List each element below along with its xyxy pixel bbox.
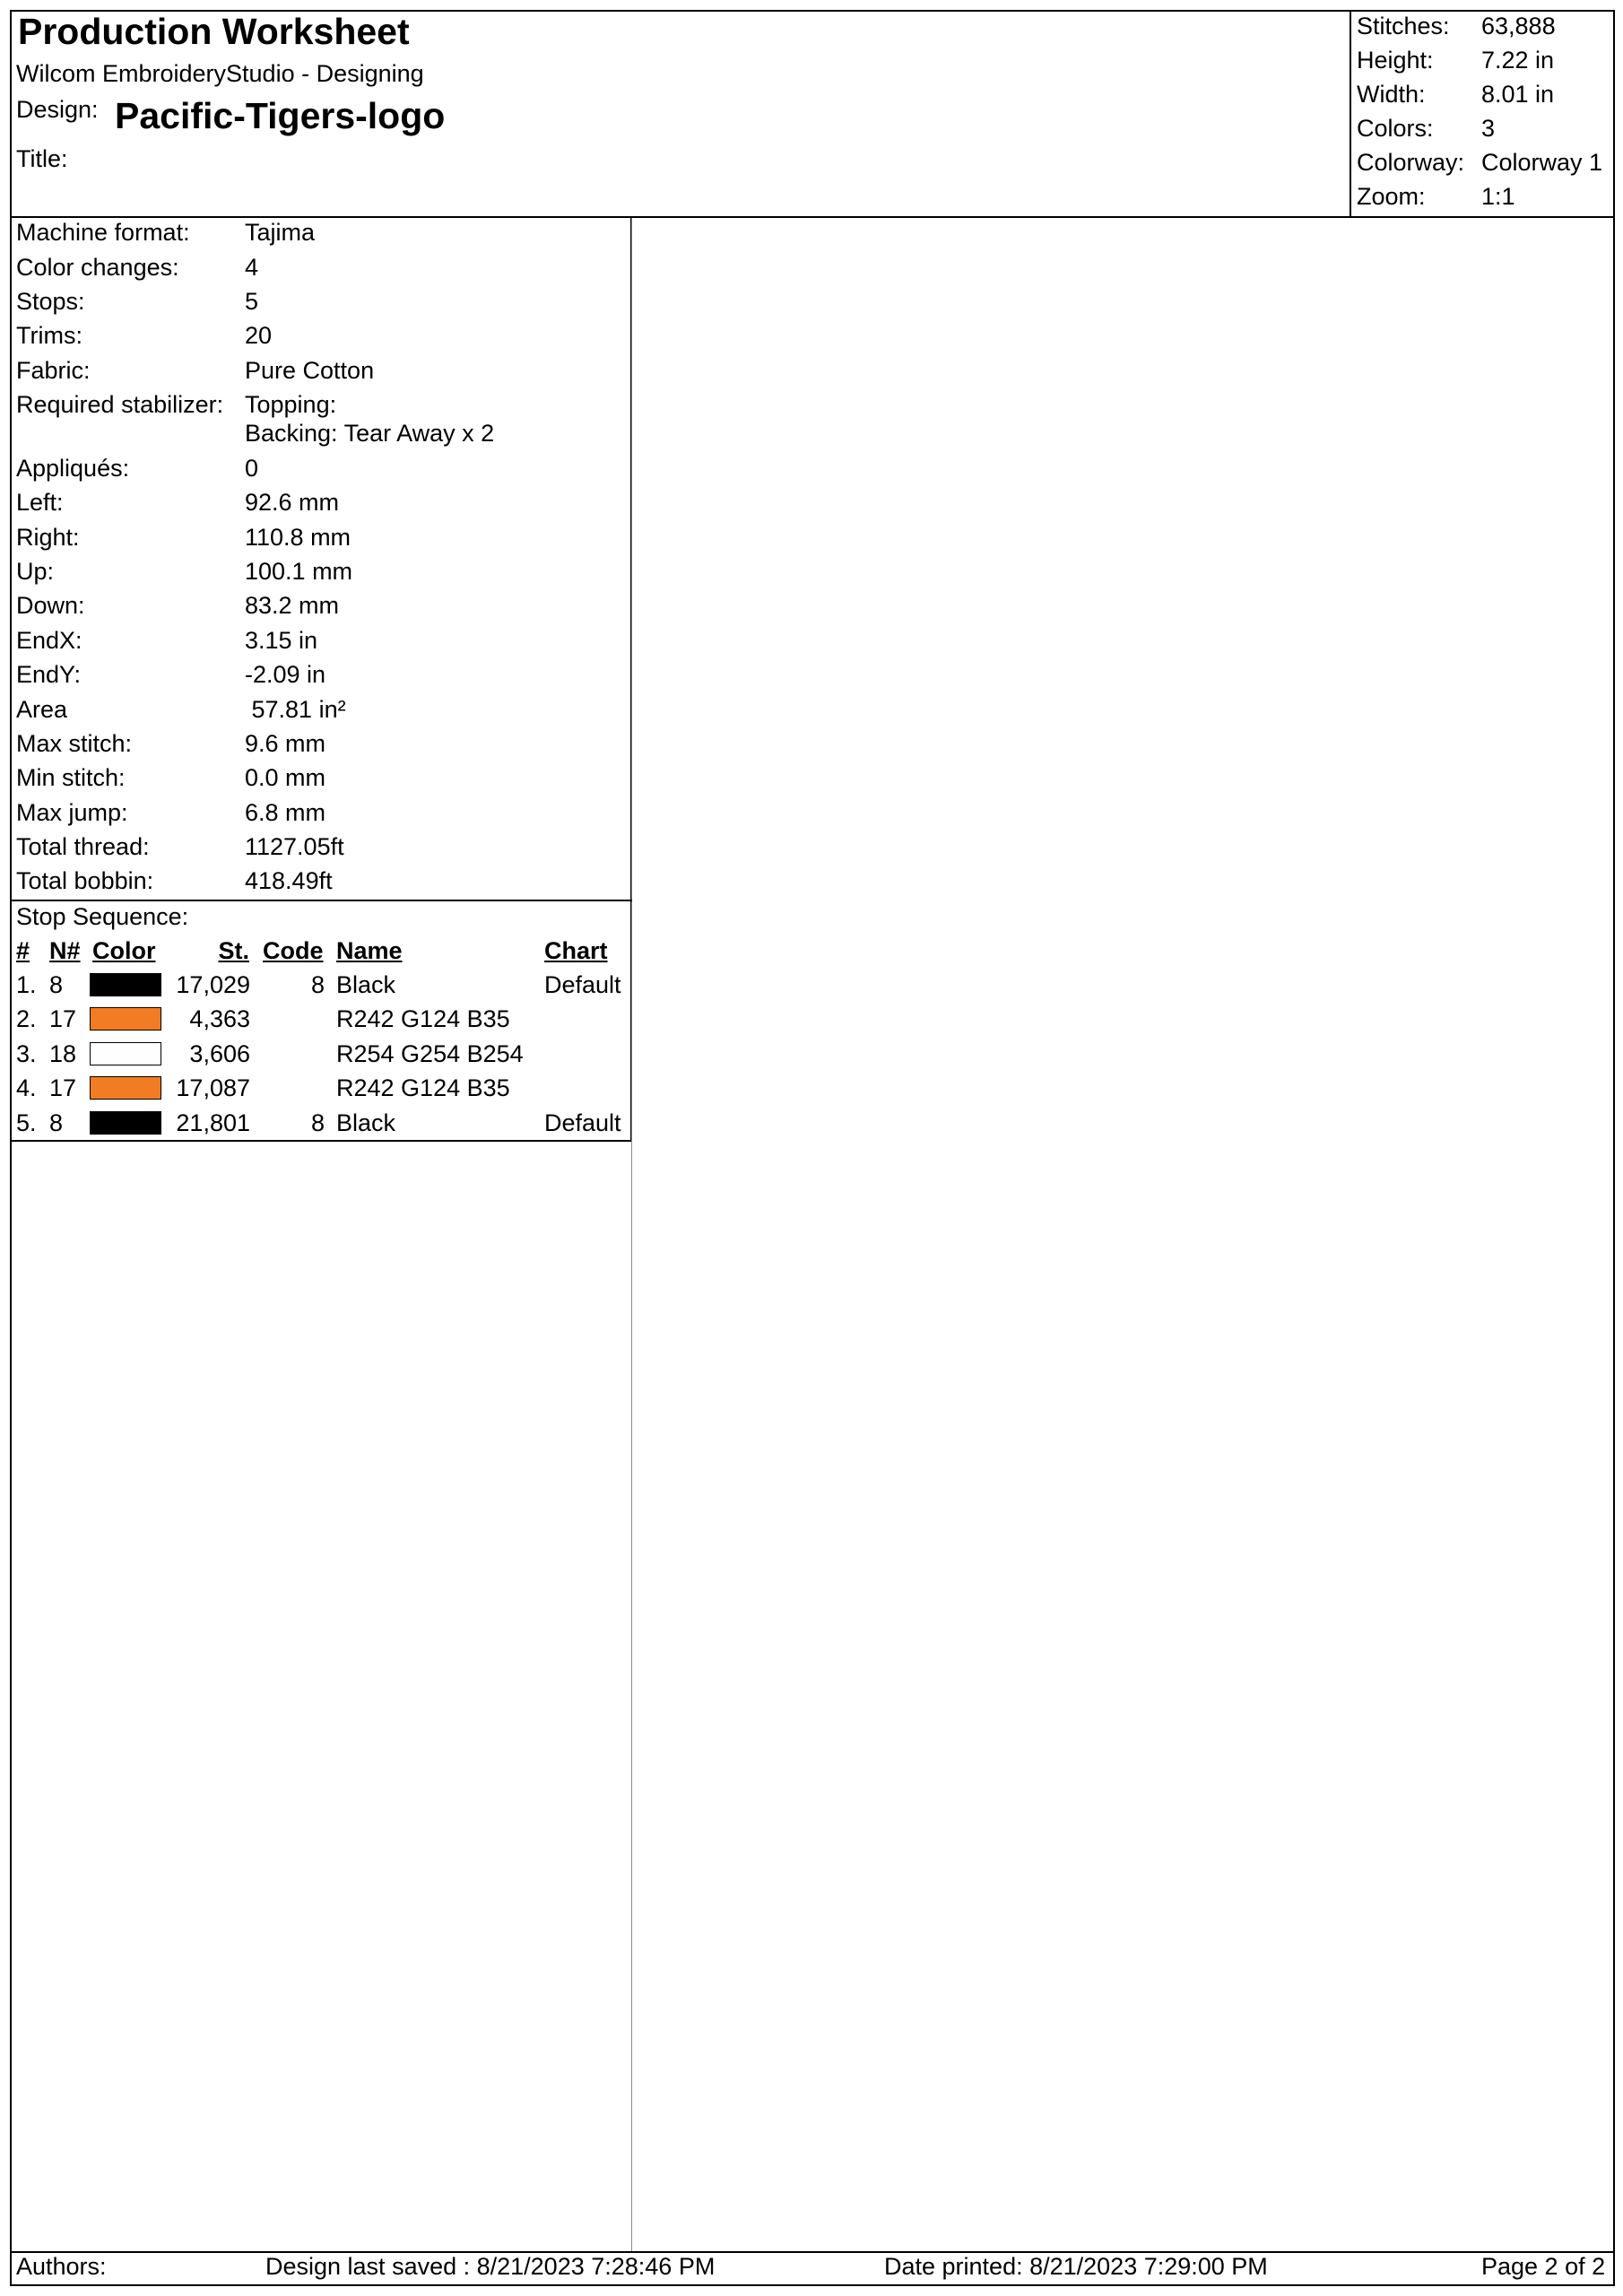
property-value: 100.1 mm (245, 558, 353, 585)
property-label: EndY: (16, 661, 82, 688)
property-label: Appliqués: (16, 455, 130, 482)
stat-label: Stitches: (1357, 13, 1450, 39)
stat-value: 7.22 in (1481, 47, 1555, 74)
col-header-code: Code (263, 937, 324, 964)
row-num: 5. (16, 1109, 37, 1136)
row-stitches: 17,087 (176, 1074, 250, 1101)
stat-value: 1:1 (1481, 183, 1515, 210)
stat-label: Zoom: (1357, 183, 1426, 210)
col-header-num: # (16, 937, 30, 964)
property-label: Right: (16, 524, 80, 551)
stat-label: Height: (1357, 47, 1434, 74)
property-value: 9.6 mm (245, 730, 326, 757)
footer-bar (10, 2251, 1615, 2286)
property-value: 83.2 mm (245, 592, 340, 619)
property-value: 20 (245, 322, 273, 349)
row-num: 1. (16, 971, 37, 998)
property-label: Max jump: (16, 799, 128, 826)
section-divider (10, 900, 632, 901)
row-chart: Default (544, 971, 621, 998)
row-needle: 17 (49, 1005, 77, 1032)
property-value: 0 (245, 455, 259, 482)
col-header-stitches: St. (218, 937, 249, 964)
stat-label: Width: (1357, 81, 1426, 108)
property-value: 4 (245, 254, 259, 281)
property-value: 6.8 mm (245, 799, 326, 826)
property-value: 418.49ft (245, 867, 333, 894)
property-label: Area (16, 696, 68, 723)
row-num: 3. (16, 1040, 37, 1067)
property-value: Topping: (245, 391, 337, 418)
column-divider (631, 218, 632, 2252)
property-value: -2.09 in (245, 661, 326, 688)
col-header-chart: Chart (544, 937, 608, 964)
stat-label: Colorway: (1357, 149, 1465, 176)
row-num: 4. (16, 1074, 37, 1101)
color-swatch (90, 1111, 161, 1135)
property-value: 110.8 mm (245, 524, 352, 551)
row-num: 2. (16, 1005, 37, 1032)
property-label: EndX: (16, 627, 82, 654)
col-header-needle: N# (49, 937, 81, 964)
design-name: Pacific-Tigers-logo (115, 95, 446, 136)
stat-label: Colors: (1357, 115, 1434, 142)
property-value: 0.0 mm (245, 764, 326, 791)
property-label: Down: (16, 592, 85, 619)
stat-value: 3 (1481, 115, 1496, 142)
row-chart: Default (544, 1109, 621, 1136)
col-header-color: Color (92, 937, 156, 964)
row-stitches: 4,363 (189, 1005, 250, 1032)
property-label: Total thread: (16, 833, 150, 860)
row-needle: 8 (49, 971, 64, 998)
property-value-secondary: Backing: Tear Away x 2 (245, 420, 495, 447)
page-title: Production Worksheet (18, 11, 410, 52)
col-header-name: Name (336, 937, 403, 964)
footer-authors: Authors: (16, 2253, 107, 2280)
property-value: 92.6 mm (245, 489, 340, 516)
property-label: Trims: (16, 322, 82, 349)
property-label: Stops: (16, 288, 85, 315)
stop-sequence-title: Stop Sequence: (16, 903, 189, 930)
property-value: 1127.05ft (245, 833, 344, 860)
color-swatch (90, 1007, 161, 1031)
row-name: Black (336, 1109, 396, 1136)
row-name: R242 G124 B35 (336, 1074, 510, 1101)
row-stitches: 3,606 (189, 1040, 250, 1067)
row-name: Black (336, 971, 396, 998)
row-stitches: 21,801 (176, 1109, 250, 1136)
color-swatch (90, 1042, 161, 1065)
row-name: R242 G124 B35 (336, 1005, 510, 1032)
software-subtitle: Wilcom EmbroideryStudio - Designing (16, 60, 424, 87)
design-label: Design: (16, 96, 99, 123)
stat-value: 8.01 in (1481, 81, 1555, 108)
row-name: R254 G254 B254 (336, 1040, 524, 1067)
property-value: 3.15 in (245, 627, 318, 654)
property-label: Color changes: (16, 254, 179, 281)
color-swatch (90, 973, 161, 996)
footer-page-number: Page 2 of 2 (1481, 2253, 1606, 2280)
property-label: Total bobbin: (16, 867, 154, 894)
property-label: Machine format: (16, 219, 190, 246)
color-swatch (90, 1076, 161, 1100)
row-stitches: 17,029 (176, 971, 250, 998)
property-label: Up: (16, 558, 55, 585)
property-label: Min stitch: (16, 764, 126, 791)
property-value: Pure Cotton (245, 357, 375, 384)
property-label: Fabric: (16, 357, 91, 384)
row-code: 8 (310, 1109, 325, 1136)
title-label: Title: (16, 145, 68, 172)
property-label: Max stitch: (16, 730, 133, 757)
property-value: 57.81 in² (245, 696, 346, 723)
row-needle: 17 (49, 1074, 77, 1101)
property-value: Tajima (245, 219, 316, 246)
property-value: 5 (245, 288, 259, 315)
footer-date-printed: Date printed: 8/21/2023 7:29:00 PM (884, 2253, 1268, 2280)
row-needle: 18 (49, 1040, 77, 1067)
row-code: 8 (310, 971, 325, 998)
stat-value: 63,888 (1481, 13, 1556, 39)
row-needle: 8 (49, 1109, 64, 1136)
property-label: Required stabilizer: (16, 391, 224, 418)
property-label: Left: (16, 489, 64, 516)
stat-value: Colorway 1 (1481, 149, 1603, 176)
footer-last-saved: Design last saved : 8/21/2023 7:28:46 PM (265, 2253, 716, 2280)
